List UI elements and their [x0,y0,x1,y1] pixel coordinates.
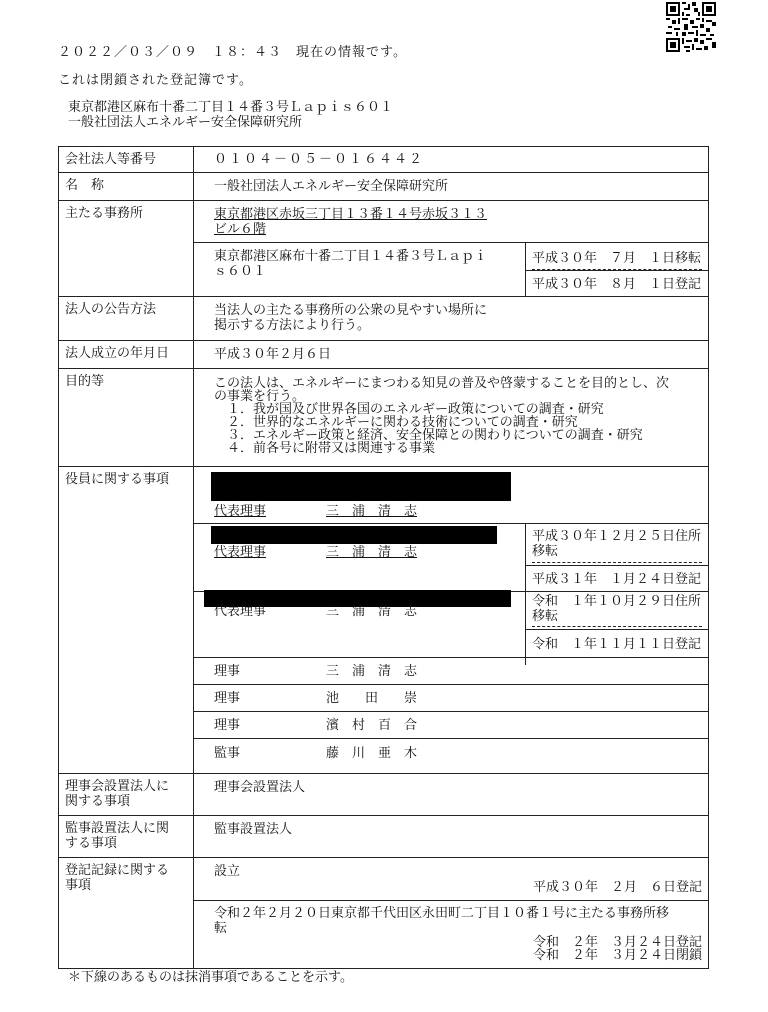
officers-label: 役員に関する事項 [59,467,194,774]
member-title: 監事 [214,746,241,761]
corp-number-value: ０１０４－０５－０１６４４２ [214,152,425,167]
header-address: 東京都港区麻布十番二丁目１４番３号Ｌａｐｉｓ６０１ [68,100,394,115]
office-new-line1: 東京都港区麻布十番二丁目１４番３号Ｌａｐｉ [214,249,488,264]
office-old-line2: ビル６階 [214,222,267,237]
name-label: 名 称 [59,173,194,201]
timestamp: ２０２２／０３／０９ １８：４３ 現在の情報です。 [58,45,407,60]
records-established-date: 平成３０年 ２月 ６日登記 [532,880,702,895]
records-established: 設立 [214,864,241,879]
officer-event-3b: 移転 [532,609,559,624]
member-name: 藤 川 亜 木 [326,746,418,761]
office-move-date: 平成３０年 ７月 １日移転 [532,251,702,266]
officer-event-4: 令和 １年１１月１１日登記 [532,637,702,652]
redaction-bar [211,472,511,501]
member-title: 理事 [214,718,241,733]
officer-title: 代表理事 [214,604,267,619]
purpose-line-3: １．我が国及び世界各国のエネルギー政策についての調査・研究 [214,402,604,417]
officer-event-1: 平成３０年１２月２５日住所 [532,529,702,544]
records-label: 登記記録に関する 事項 [59,858,194,969]
officer-event-1b: 移転 [532,544,559,559]
redaction-bar [211,526,497,544]
purpose-line-2: の事業を行う。 [214,389,306,404]
board-value: 理事会設置法人 [214,780,306,795]
register-table [58,146,709,969]
notice-line1: 当法人の主たる事務所の公衆の見やすい場所に [214,303,488,318]
officer-name: 三 浦 清 志 [326,504,418,519]
purpose-line-5: ３．エネルギー政策と経済、安全保障との関わりについての調査・研究 [214,428,643,443]
corp-number-label: 会社法人等番号 [59,147,194,173]
member-name: 三 浦 清 志 [326,664,418,679]
purpose-label: 目的等 [59,369,194,467]
records-move-line2: 転 [214,921,228,936]
office-label: 主たる事務所 [59,201,194,297]
notice-label: 法人の公告方法 [59,297,194,341]
purpose-line-6: ４．前各号に附帯又は関連する事業 [214,441,436,456]
header-org-name: 一般社団法人エネルギー安全保障研究所 [68,115,303,130]
office-register-date: 平成３０年 ８月 １日登記 [532,277,702,292]
name-value: 一般社団法人エネルギー安全保障研究所 [214,179,449,194]
officer-event-3: 令和 １年１０月２９日住所 [532,594,702,609]
member-title: 理事 [214,664,241,679]
established-value: 平成３０年２月６日 [214,347,332,362]
footer-note: ＊下線のあるものは抹消事項であることを示す。 [68,970,353,985]
board-label: 理事会設置法人に 関する事項 [59,774,194,816]
established-label: 法人成立の年月日 [59,341,194,369]
officer-name: 三 浦 清 志 [326,545,418,560]
records-move-date2: 令和 ２年 ３月２４日閉鎖 [532,948,702,963]
member-name: 濱 村 百 合 [326,718,418,733]
member-title: 理事 [214,691,241,706]
records-move-line1: 令和２年２月２０日東京都千代田区永田町二丁目１０番１号に主たる事務所移 [214,906,670,921]
officer-title: 代表理事 [214,504,267,519]
officer-event-2: 平成３１年 １月２４日登記 [532,572,702,587]
office-old-line1: 東京都港区赤坂三丁目１３番１４号赤坂３１３ [214,207,488,222]
auditor-value: 監事設置法人 [214,822,293,837]
records-move-date1: 令和 ２年 ３月２４日登記 [532,935,702,950]
member-name: 池 田 崇 [326,691,418,706]
purpose-line-1: この法人は、エネルギーにまつわる知見の普及や啓蒙することを目的とし、次 [214,376,670,391]
auditor-label: 監事設置法人に関 する事項 [59,816,194,858]
officer-title: 代表理事 [214,545,267,560]
notice-line2: 掲示する方法により行う。 [214,318,371,333]
purpose-line-4: ２．世界的なエネルギーに関わる技術についての調査・研究 [214,415,578,430]
qr-code [666,2,716,52]
officer-name: 三 浦 清 志 [326,604,418,619]
office-new-line2: ｓ６０１ [214,264,267,279]
closed-notice: これは閉鎖された登記簿です。 [58,73,253,88]
